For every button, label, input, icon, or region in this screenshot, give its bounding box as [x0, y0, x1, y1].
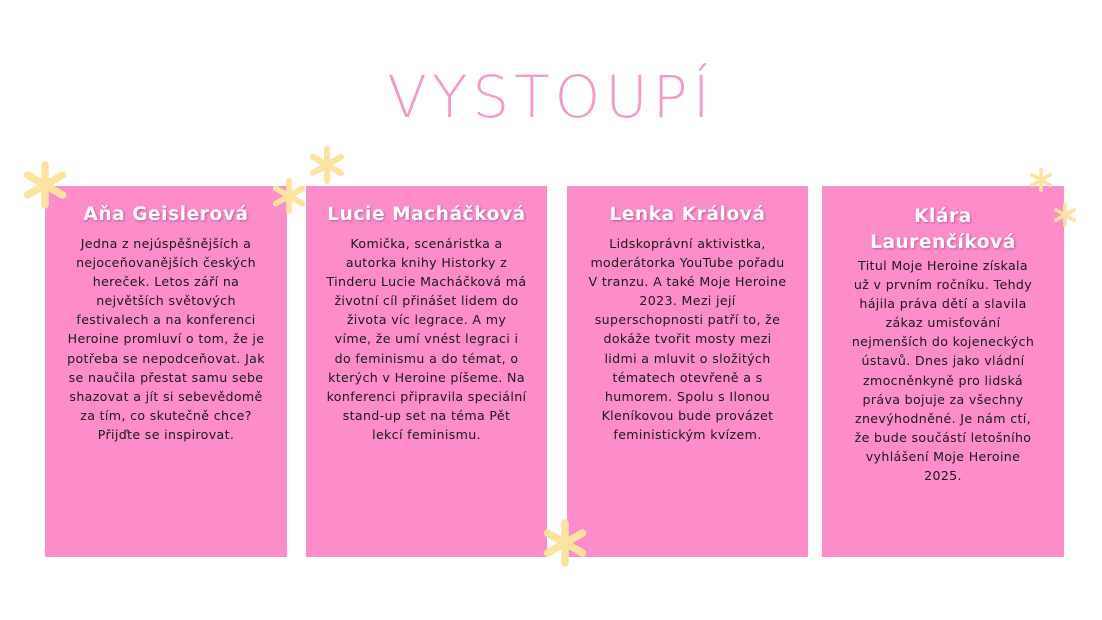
speaker-card: [567, 186, 808, 557]
sparkle-star-icon: [20, 160, 70, 210]
sparkle-star-icon: [1028, 167, 1054, 193]
speaker-bio: Titul Moje Heroine získala už v prvním ročníku. Tehdy hájila práva dětí a slavila zákaz umisťování nejmenších do kojeneckých ústavů. Dnes jako vládní zmocněnkyně pro lidská práva bojuje za všechny znevýhodněné. Je nám ctí, že bude součástí letošního vyhlášení Moje Heroine 2025.: [851, 258, 1035, 484]
speaker-bio: Komička, scenáristka a autorka knihy Historky z Tinderu Lucie Macháčková má životní cíl přinášet lidem do života víc legrace. A my víme, že umí vnést legraci i do feminismu a do témat, o kterých v Heroine píšeme. Na konferenci připravila speciální stand-up set na téma Pět lekcí feminismu.: [326, 236, 527, 442]
speaker-name: Lenka Králová: [609, 204, 766, 225]
speaker-card: [45, 186, 287, 557]
sparkle-star-icon: [540, 518, 590, 568]
sparkle-star-icon: [270, 177, 308, 215]
speaker-bio: Lidskoprávní aktivistka, moderátorka YouTube pořadu V tranzu. A také Moje Heroine 2023. Mezi její superschopnosti patří to, že dokáže tvořit mosty mezi lidmi a mluvit o složitých tématech otevřeně a s humorem. Spolu s Ilonou Kleníkovou bude provázet feministickým kvízem.: [588, 236, 787, 442]
sparkle-star-icon: [307, 145, 347, 185]
page-title: VYSTOUPÍ: [387, 63, 715, 131]
speaker-bio: Jedna z nejúspěšnějších a nejoceňovanějších českých hereček. Letos září na největších světových festivalech a na konferenci Heroine promluví o tom, že je potřeba se nepodceňovat. Jak se naučila přestat samu sebe shazovat a jít si sebevědomě za tím, co skutečně chce? Přijďte se inspirovat.: [67, 236, 265, 442]
speaker-name: Aňa Geislerová: [83, 204, 249, 225]
speaker-name: Lucie Macháčková: [327, 204, 526, 225]
speaker-name: Klára Laurenčíková: [870, 206, 1016, 253]
speaker-card: [822, 186, 1064, 557]
speaker-card: [306, 186, 547, 557]
sparkle-star-icon: [1052, 202, 1078, 228]
